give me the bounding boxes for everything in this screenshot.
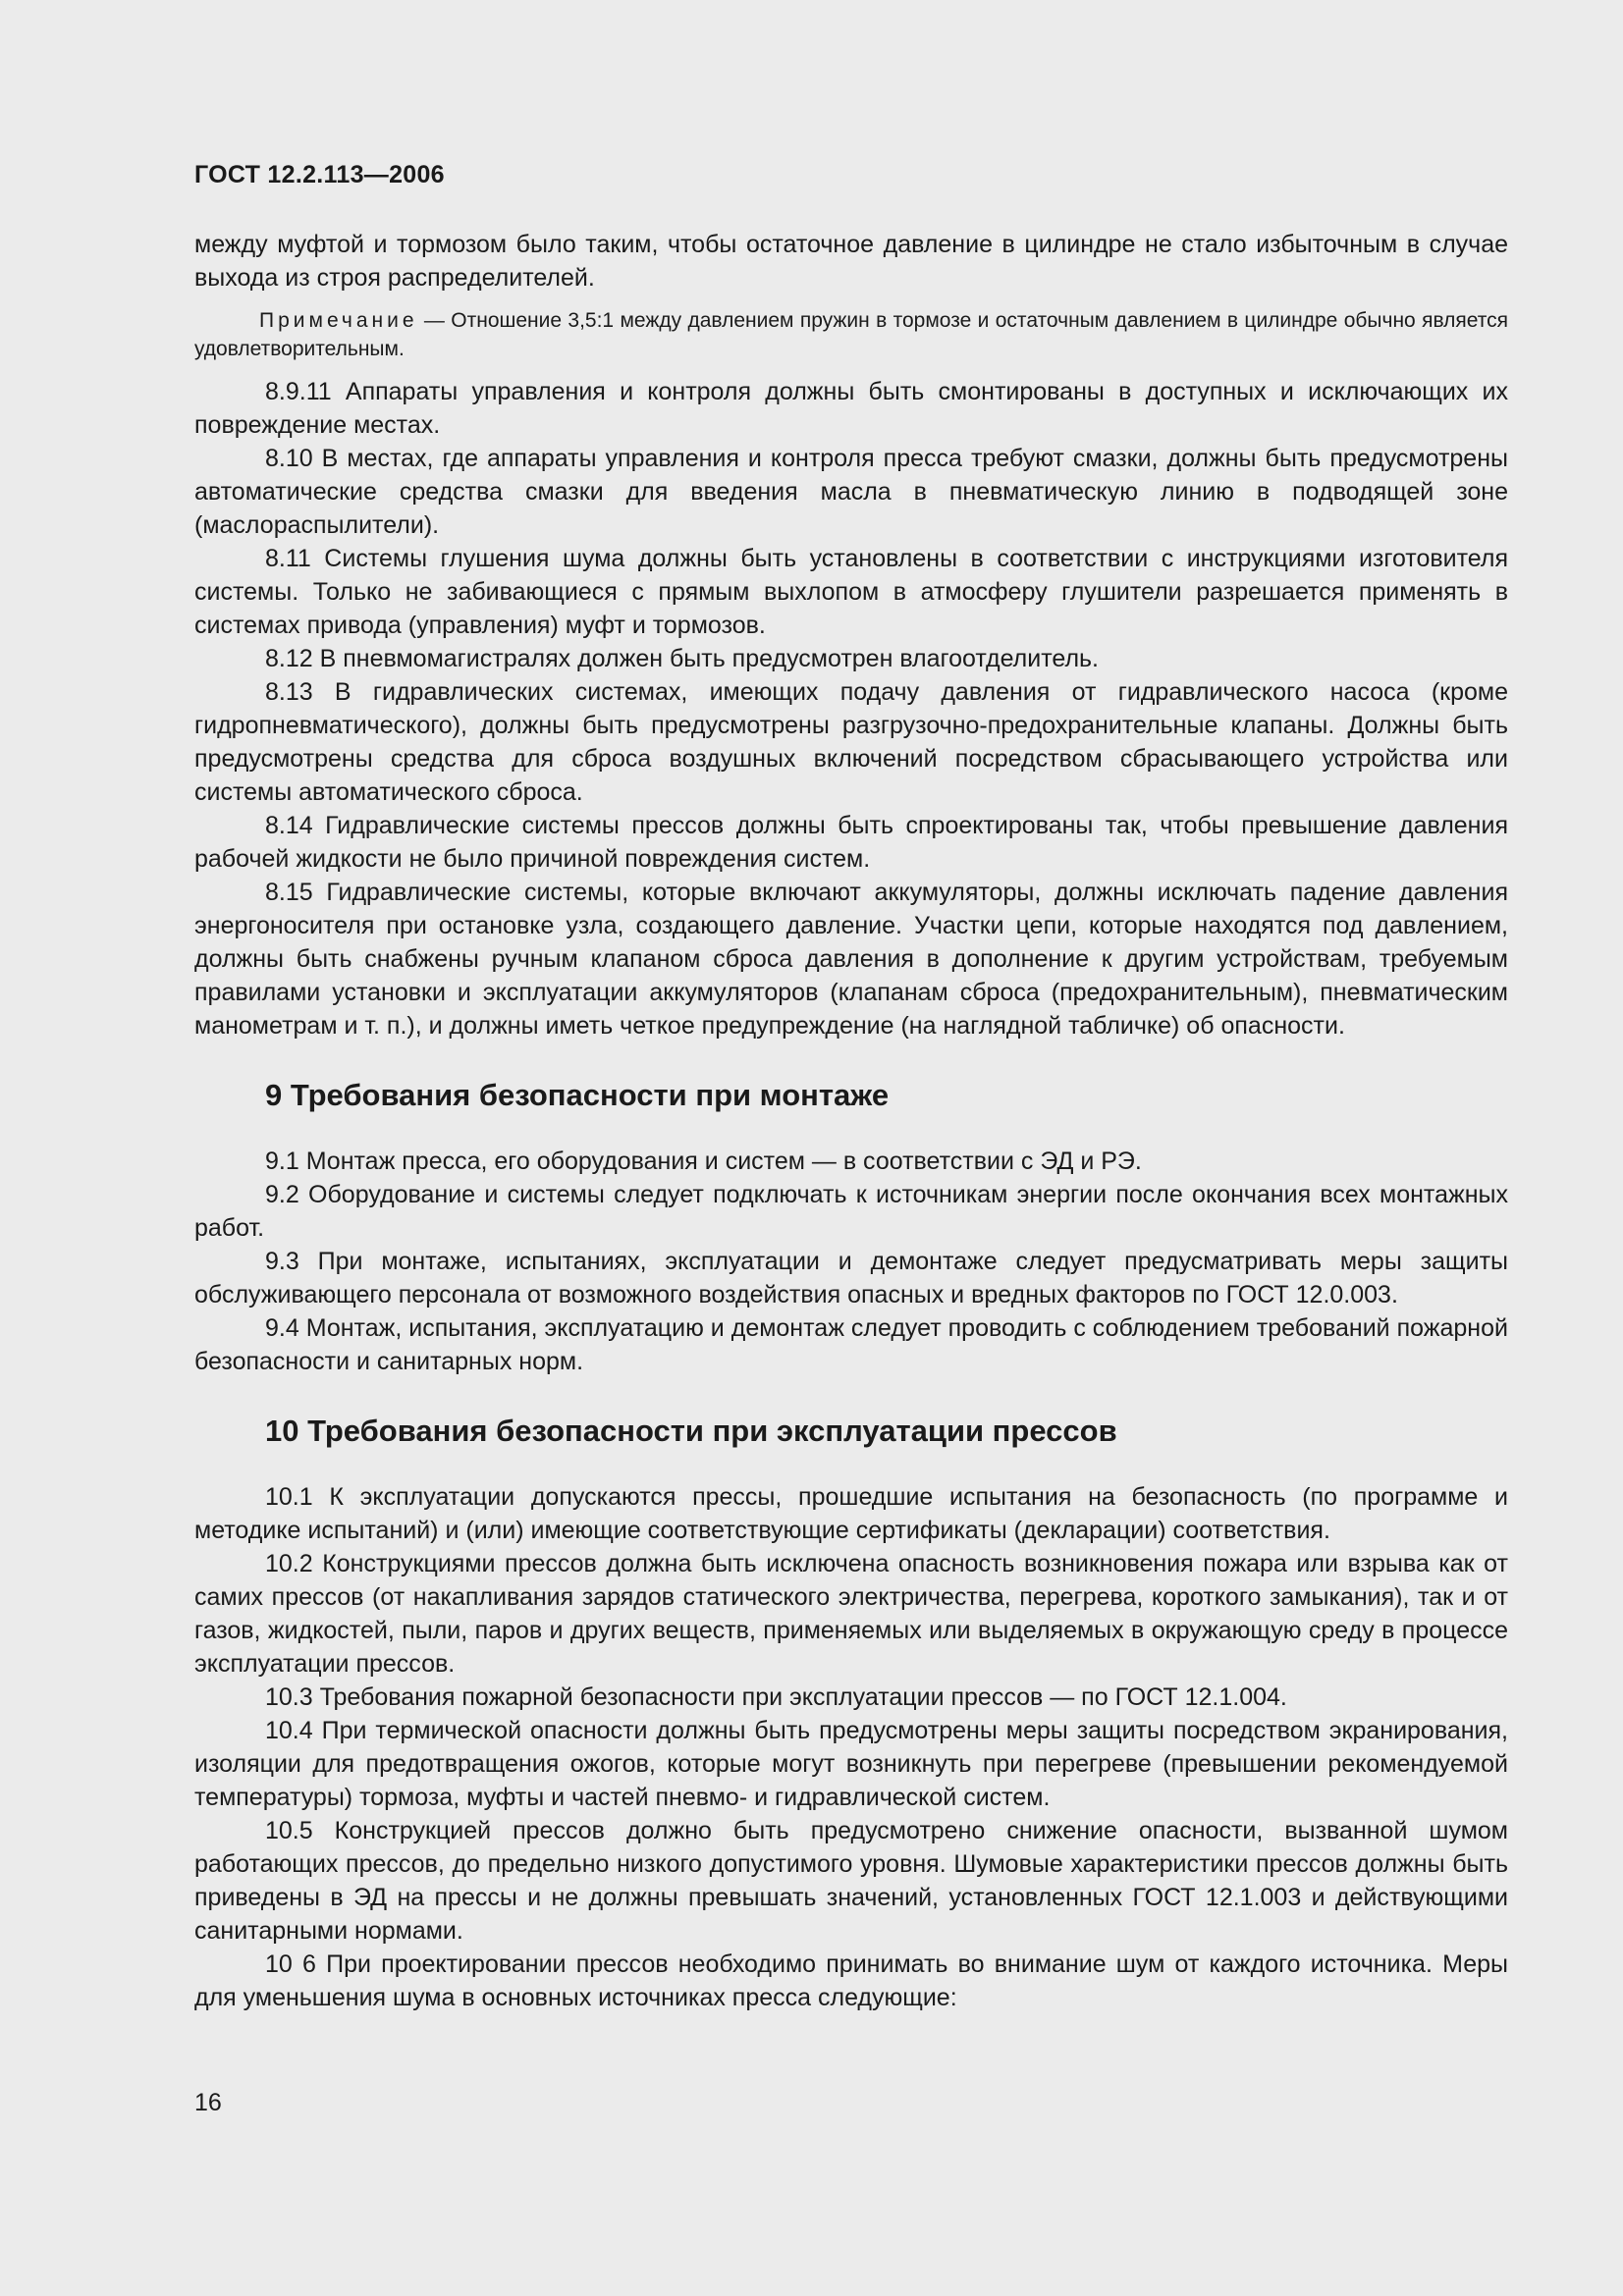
page-number: 16 (194, 2089, 222, 2116)
section-9-heading: 9 Требования безопасности при монтаже (265, 1078, 890, 1112)
paragraph-8-10: 8.10 В местах, где аппараты управления и контроля пресса требуют смазки, должны быть предусмотрены автоматические средства смазки для введения масла в пневматическую линию в подводящей зоне (маслораспылители). (194, 445, 1508, 539)
intro-paragraph: между муфтой и тормозом было таким, чтобы остаточное давление в цилиндре не стало избыточным в случае выхода из строя распределителей. (194, 231, 1508, 292)
note-label: Примечание (259, 309, 418, 332)
paragraph-10-4: 10.4 При термической опасности должны быть предусмотрены меры защиты посредством экранирования, изоляции для предотвращения ожогов, которые могут возникнуть при перегреве (превышении рекомендуемой температуры) тормоза, муфты и частей пневмо- и гидравлической систем. (194, 1717, 1508, 1811)
section-10-heading: 10 Требования безопасности при эксплуатации прессов (265, 1414, 1117, 1448)
paragraph-10-1: 10.1 К эксплуатации допускаются прессы, прошедшие испытания на безопасность (по программе и методике испытаний) и (или) имеющие соответствующие сертификаты (декларации) соответствия. (194, 1483, 1508, 1544)
paragraph-10-5: 10.5 Конструкцией прессов должно быть предусмотрено снижение опасности, вызванной шумом работающих прессов, до предельно низкого допустимого уровня. Шумовые характеристики прессов должны быть приведены в ЭД на прессы и не должны превышать значений, установленных ГОСТ 12.1.003 и действующими санитарными нормами. (194, 1817, 1508, 1945)
document-header: ГОСТ 12.2.113—2006 (194, 161, 445, 188)
paragraph-10-3: 10.3 Требования пожарной безопасности при эксплуатации прессов — по ГОСТ 12.1.004. (265, 1683, 1287, 1711)
paragraph-8-15: 8.15 Гидравлические системы, которые включают аккумуляторы, должны исключать падение давления энергоносителя при остановке узла, создающего давление. Участки цепи, которые находятся под давлением, должны быть снабжены ручным клапаном сброса давления в дополнение к другим устройствам, требуемым правилами установки и эксплуатации аккумуляторов (клапанам сброса (предохранительным), пневматическим манометрам и т. п.), и должны иметь четкое предупреждение (на наглядной табличке) об опасности. (194, 879, 1508, 1040)
paragraph-9-1: 9.1 Монтаж пресса, его оборудования и систем — в соответствии с ЭД и РЭ. (265, 1148, 1142, 1175)
paragraph-9-4: 9.4 Монтаж, испытания, эксплуатацию и демонтаж следует проводить с соблюдением требований пожарной безопасности и санитарных норм. (194, 1314, 1508, 1375)
paragraph-8-12: 8.12 В пневмомагистралях должен быть предусмотрен влагоотделитель. (265, 645, 1099, 672)
paragraph-10-2: 10.2 Конструкциями прессов должна быть исключена опасность возникновения пожара или взрыва как от самих прессов (от накапливания зарядов статического электричества, перегрева, короткого замыкания), так и от газов, жидкостей, пыли, паров и других веществ, применяемых или выделяемых в окружающую среду в процессе эксплуатации прессов. (194, 1550, 1508, 1678)
document-body (194, 228, 1508, 2014)
paragraph-8-9-11: 8.9.11 Аппараты управления и контроля должны быть смонтированы в доступных и исключающих их повреждение местах. (194, 378, 1508, 439)
paragraph-8-14: 8.14 Гидравлические системы прессов должны быть спроектированы так, чтобы превышение давления рабочей жидкости не было причиной повреждения систем. (194, 812, 1508, 873)
paragraph-10-6: 10 6 При проектировании прессов необходимо принимать во внимание шум от каждого источника. Меры для уменьшения шума в основных источниках пресса следующие: (194, 1950, 1508, 2011)
paragraph-8-11: 8.11 Системы глушения шума должны быть установлены в соответствии с инструкциями изготовителя системы. Только не забивающиеся с прямым выхлопом в атмосферу глушители разрешается применять в системах привода (управления) муфт и тормозов. (194, 545, 1508, 639)
note-text: — Отношение 3,5:1 между давлением пружин в тормозе и остаточным давлением в цилиндре обычно является удовлетворительным. (194, 309, 1508, 360)
note-paragraph (194, 306, 1508, 363)
paragraph-9-3: 9.3 При монтаже, испытаниях, эксплуатации и демонтаже следует предусматривать меры защиты обслуживающего персонала от возможного воздействия опасных и вредных факторов по ГОСТ 12.0.003. (194, 1248, 1508, 1308)
paragraph-8-13: 8.13 В гидравлических системах, имеющих подачу давления от гидравлического насоса (кроме гидропневматического), должны быть предусмотрены разгрузочно-предохранительные клапаны. Должны быть предусмотрены средства для сброса воздушных включений посредством сбрасывающего устройства или системы автоматического сброса. (194, 678, 1508, 806)
paragraph-9-2: 9.2 Оборудование и системы следует подключать к источникам энергии после окончания всех монтажных работ. (194, 1181, 1508, 1242)
